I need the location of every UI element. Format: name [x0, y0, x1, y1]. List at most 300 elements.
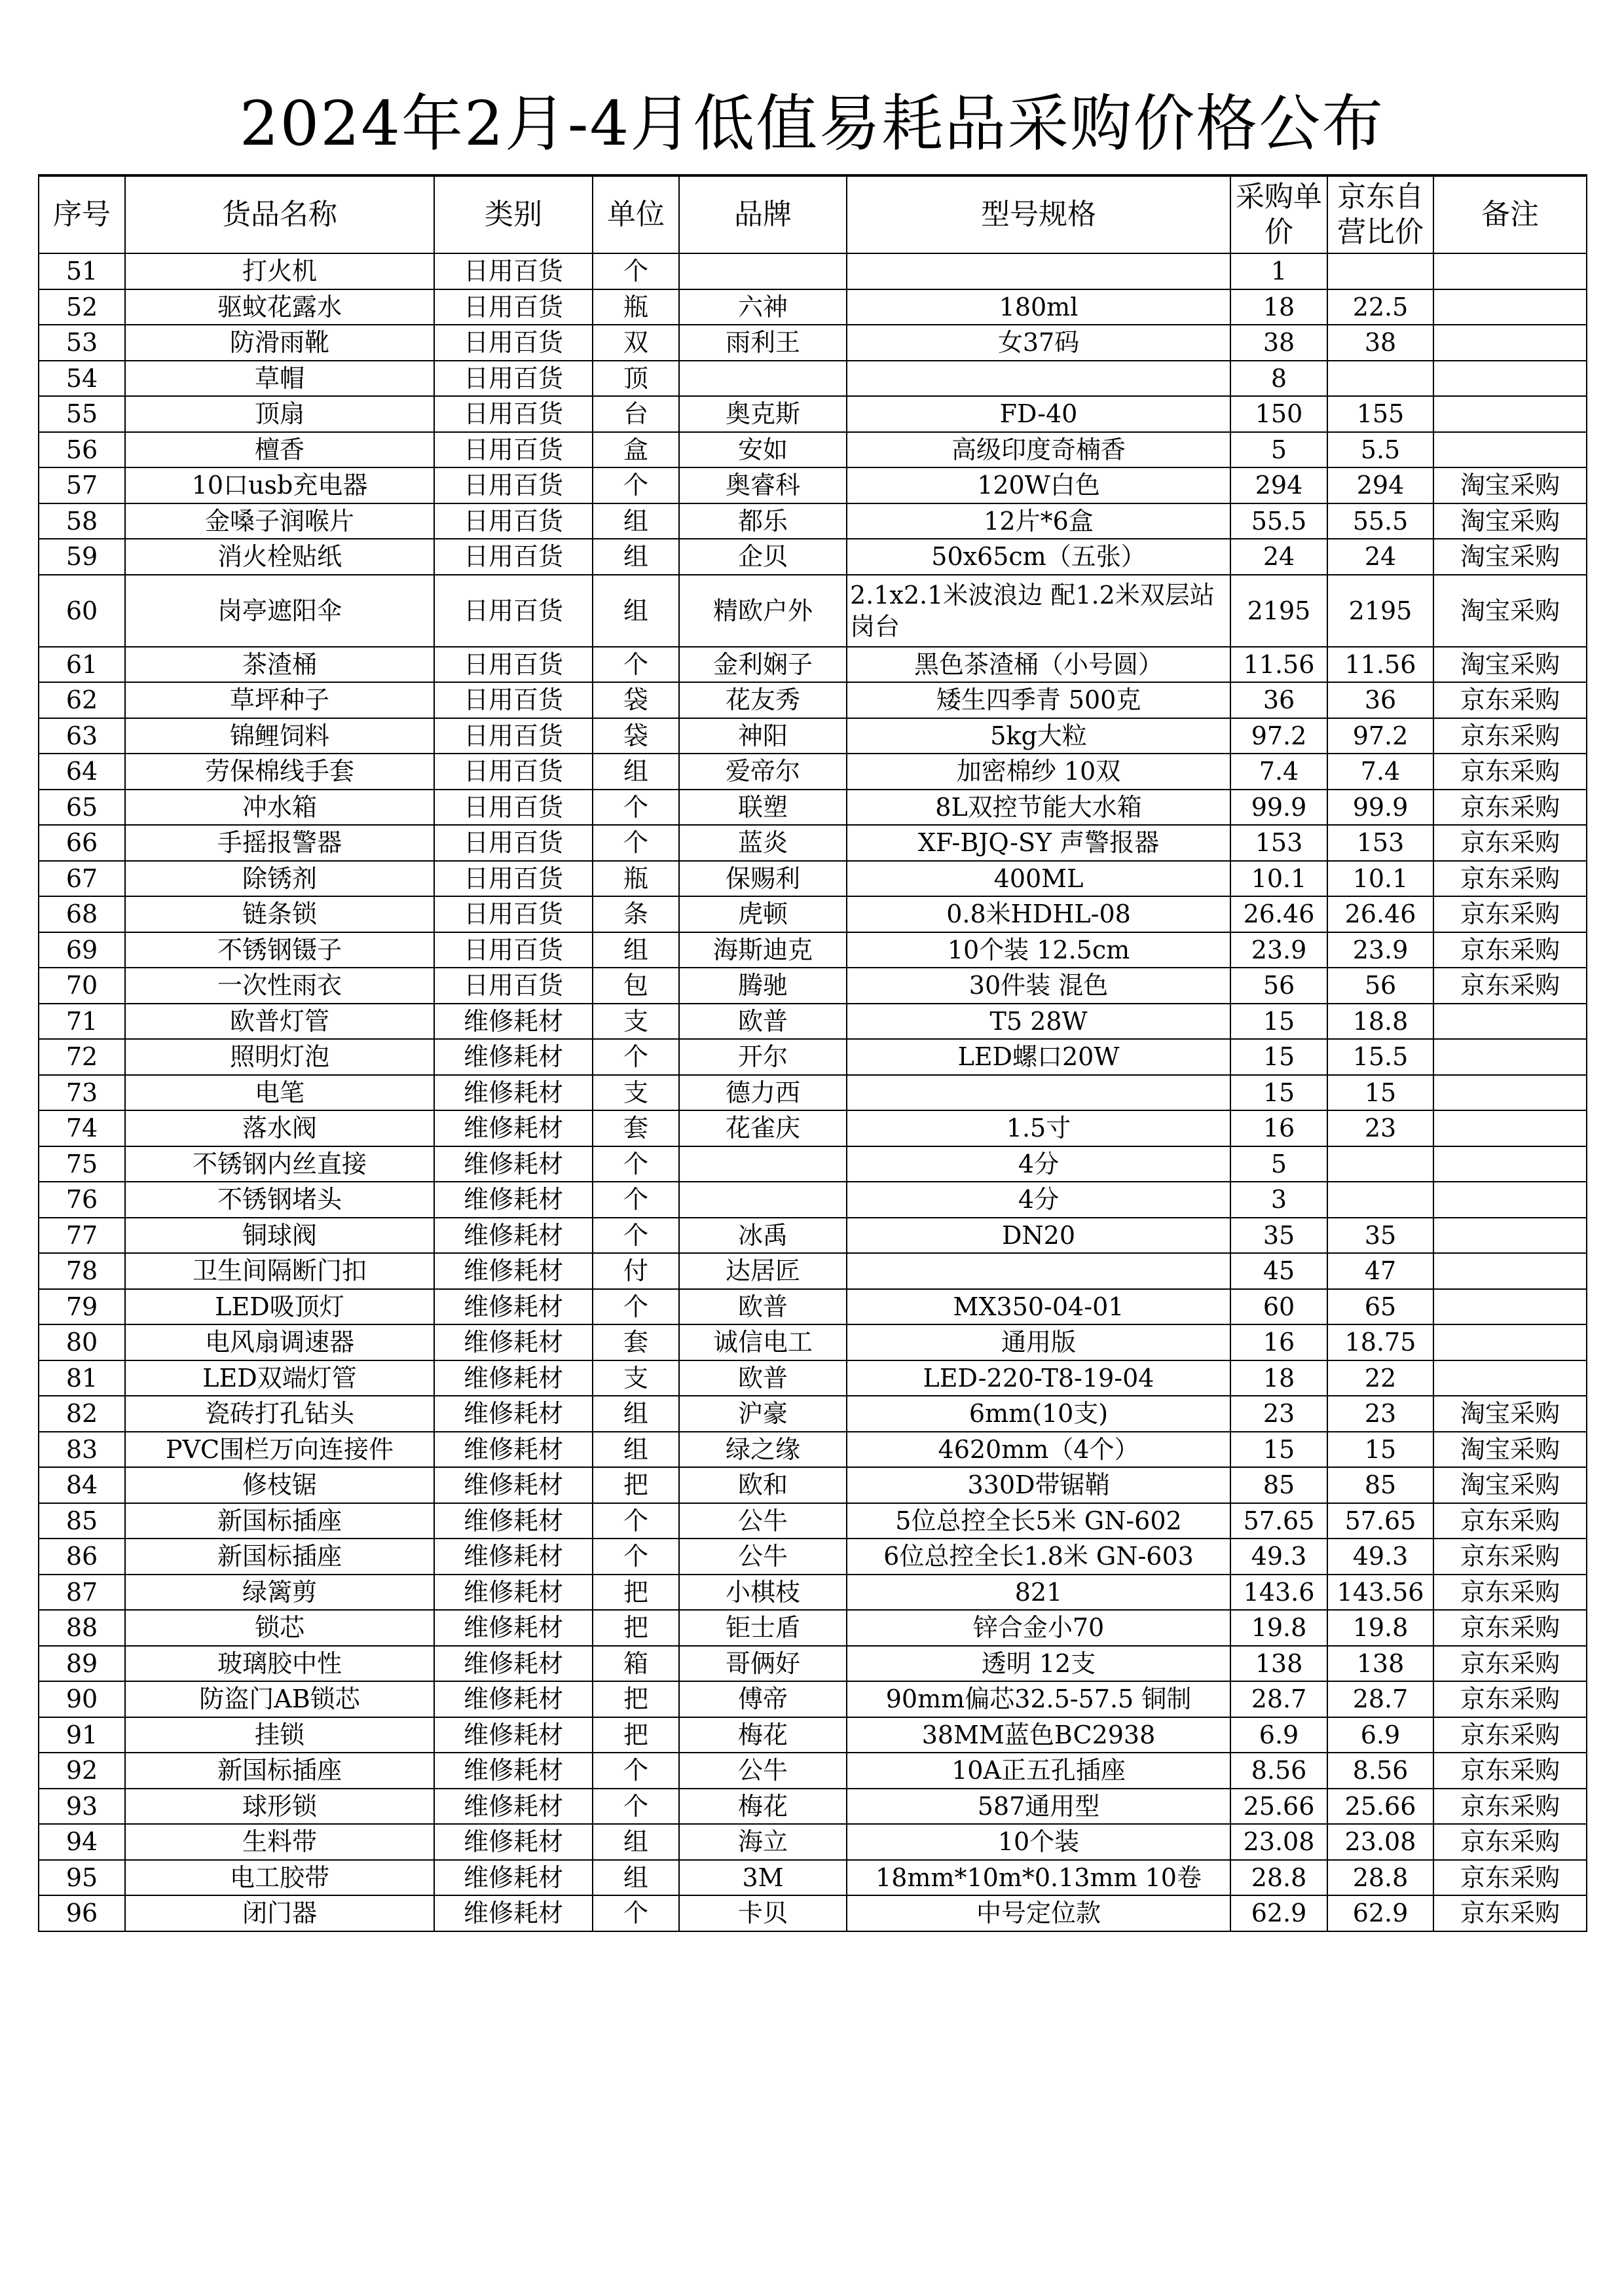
- cell-spec: 180ml: [847, 289, 1230, 325]
- table-row: [39, 1467, 1587, 1503]
- cell-brand: [679, 253, 847, 289]
- cell-item-name: 玻璃胶中性: [125, 1646, 434, 1682]
- cell-item-name: 链条锁: [125, 896, 434, 932]
- cell-brand: 奥睿科: [679, 467, 847, 503]
- cell-purchase-price: 23: [1230, 1396, 1327, 1432]
- cell-item-name: 新国标插座: [125, 1539, 434, 1575]
- cell-unit: 支: [593, 1004, 679, 1040]
- cell-spec: 矮生四季青 500克: [847, 682, 1230, 718]
- table-row: [39, 1895, 1587, 1931]
- cell-item-name: 10口usb充电器: [125, 467, 434, 503]
- cell-remark: [1433, 325, 1587, 361]
- table-row: [39, 1503, 1587, 1539]
- cell-unit: 组: [593, 1396, 679, 1432]
- document-title: 2024年2月-4月低值易耗品采购价格公布: [239, 88, 1385, 160]
- cell-index: 72: [39, 1039, 125, 1075]
- cell-unit: 个: [593, 1895, 679, 1931]
- table-row: [39, 1182, 1587, 1218]
- cell-item-name: 一次性雨衣: [125, 968, 434, 1004]
- cell-jd-price: 294: [1327, 467, 1433, 503]
- table-row: [39, 1860, 1587, 1896]
- cell-category: 维修耗材: [434, 1110, 593, 1146]
- cell-remark: [1433, 253, 1587, 289]
- cell-item-name: 手摇报警器: [125, 825, 434, 861]
- cell-item-name: 照明灯泡: [125, 1039, 434, 1075]
- cell-purchase-price: 5: [1230, 432, 1327, 468]
- cell-remark: 京东采购: [1433, 932, 1587, 968]
- cell-purchase-price: 16: [1230, 1324, 1327, 1360]
- cell-index: 54: [39, 361, 125, 397]
- cell-category: 日用百货: [434, 825, 593, 861]
- cell-index: 77: [39, 1218, 125, 1254]
- cell-unit: 个: [593, 1182, 679, 1218]
- cell-spec: [847, 1253, 1230, 1289]
- cell-item-name: 茶渣桶: [125, 647, 434, 683]
- price-table: [38, 174, 1587, 1932]
- table-row: [39, 932, 1587, 968]
- cell-jd-price: 15: [1327, 1432, 1433, 1468]
- cell-index: 63: [39, 718, 125, 754]
- cell-spec: 0.8米HDHL-08: [847, 896, 1230, 932]
- cell-brand: 诚信电工: [679, 1324, 847, 1360]
- cell-remark: 京东采购: [1433, 968, 1587, 1004]
- table-row: [39, 1004, 1587, 1040]
- table-row: [39, 896, 1587, 932]
- cell-remark: [1433, 1360, 1587, 1396]
- cell-spec: 6mm(10支): [847, 1396, 1230, 1432]
- cell-index: 55: [39, 396, 125, 432]
- cell-purchase-price: 56: [1230, 968, 1327, 1004]
- cell-remark: 京东采购: [1433, 1824, 1587, 1860]
- cell-remark: 京东采购: [1433, 1610, 1587, 1646]
- cell-purchase-price: 55.5: [1230, 503, 1327, 539]
- cell-spec: 10个装: [847, 1824, 1230, 1860]
- cell-spec: 10个装 12.5cm: [847, 932, 1230, 968]
- cell-item-name: LED吸顶灯: [125, 1289, 434, 1325]
- cell-unit: 组: [593, 1432, 679, 1468]
- cell-purchase-price: 15: [1230, 1075, 1327, 1111]
- cell-brand: 精欧户外: [679, 575, 847, 647]
- cell-category: 维修耗材: [434, 1324, 593, 1360]
- cell-unit: 组: [593, 503, 679, 539]
- cell-unit: 个: [593, 467, 679, 503]
- cell-index: 80: [39, 1324, 125, 1360]
- cell-brand: 梅花: [679, 1789, 847, 1825]
- cell-spec: 10A正五孔插座: [847, 1753, 1230, 1789]
- cell-brand: 安如: [679, 432, 847, 468]
- cell-purchase-price: 36: [1230, 682, 1327, 718]
- cell-purchase-price: 19.8: [1230, 1610, 1327, 1646]
- table-row: [39, 1824, 1587, 1860]
- cell-spec: 2.1x2.1米波浪边 配1.2米双层站岗台: [847, 575, 1230, 647]
- cell-category: 日用百货: [434, 396, 593, 432]
- cell-item-name: 修枝锯: [125, 1467, 434, 1503]
- cell-index: 59: [39, 539, 125, 575]
- cell-item-name: 不锈钢内丝直接: [125, 1146, 434, 1182]
- cell-remark: [1433, 361, 1587, 397]
- cell-unit: 台: [593, 396, 679, 432]
- cell-index: 71: [39, 1004, 125, 1040]
- cell-item-name: 金嗓子润喉片: [125, 503, 434, 539]
- cell-spec: 587通用型: [847, 1789, 1230, 1825]
- cell-jd-price: 18.8: [1327, 1004, 1433, 1040]
- cell-item-name: 锁芯: [125, 1610, 434, 1646]
- cell-remark: 京东采购: [1433, 1860, 1587, 1896]
- header-brand: 品牌: [679, 175, 847, 253]
- cell-jd-price: 99.9: [1327, 790, 1433, 826]
- cell-index: 89: [39, 1646, 125, 1682]
- cell-jd-price: 23.9: [1327, 932, 1433, 968]
- cell-jd-price: 47: [1327, 1253, 1433, 1289]
- cell-jd-price: 23.08: [1327, 1824, 1433, 1860]
- cell-index: 64: [39, 754, 125, 790]
- cell-purchase-price: 24: [1230, 539, 1327, 575]
- cell-jd-price: 22.5: [1327, 289, 1433, 325]
- cell-jd-price: 143.56: [1327, 1575, 1433, 1611]
- cell-purchase-price: 16: [1230, 1110, 1327, 1146]
- cell-item-name: 锦鲤饲料: [125, 718, 434, 754]
- cell-jd-price: 85: [1327, 1467, 1433, 1503]
- cell-category: 日用百货: [434, 968, 593, 1004]
- cell-item-name: 消火栓贴纸: [125, 539, 434, 575]
- cell-item-name: 草坪种子: [125, 682, 434, 718]
- cell-unit: 瓶: [593, 289, 679, 325]
- cell-jd-price: [1327, 1146, 1433, 1182]
- table-body: [39, 253, 1587, 1931]
- cell-purchase-price: 8: [1230, 361, 1327, 397]
- cell-jd-price: 22: [1327, 1360, 1433, 1396]
- cell-remark: [1433, 1075, 1587, 1111]
- cell-brand: 爱帝尔: [679, 754, 847, 790]
- cell-jd-price: 26.46: [1327, 896, 1433, 932]
- table-row: [39, 1646, 1587, 1682]
- cell-jd-price: 23: [1327, 1110, 1433, 1146]
- table-row: [39, 539, 1587, 575]
- cell-index: 81: [39, 1360, 125, 1396]
- cell-unit: 套: [593, 1110, 679, 1146]
- cell-index: 76: [39, 1182, 125, 1218]
- cell-brand: 海斯迪克: [679, 932, 847, 968]
- cell-item-name: 落水阀: [125, 1110, 434, 1146]
- cell-category: 维修耗材: [434, 1753, 593, 1789]
- cell-remark: 京东采购: [1433, 1646, 1587, 1682]
- table-row: [39, 1218, 1587, 1254]
- cell-index: 91: [39, 1717, 125, 1753]
- cell-category: 日用百货: [434, 539, 593, 575]
- table-row: [39, 968, 1587, 1004]
- cell-category: 维修耗材: [434, 1539, 593, 1575]
- cell-brand: 沪豪: [679, 1396, 847, 1432]
- cell-purchase-price: 138: [1230, 1646, 1327, 1682]
- cell-unit: 箱: [593, 1646, 679, 1682]
- cell-remark: 京东采购: [1433, 1895, 1587, 1931]
- cell-category: 日用百货: [434, 575, 593, 647]
- table-row: [39, 325, 1587, 361]
- cell-category: 维修耗材: [434, 1289, 593, 1325]
- cell-brand: 开尔: [679, 1039, 847, 1075]
- header-category: 类别: [434, 175, 593, 253]
- cell-remark: 淘宝采购: [1433, 539, 1587, 575]
- cell-purchase-price: 18: [1230, 289, 1327, 325]
- header-spec: 型号规格: [847, 175, 1230, 253]
- cell-item-name: 冲水箱: [125, 790, 434, 826]
- cell-purchase-price: 26.46: [1230, 896, 1327, 932]
- cell-remark: 京东采购: [1433, 1539, 1587, 1575]
- cell-index: 58: [39, 503, 125, 539]
- table-row: [39, 1539, 1587, 1575]
- cell-remark: 淘宝采购: [1433, 575, 1587, 647]
- table-row: [39, 1324, 1587, 1360]
- cell-item-name: 顶扇: [125, 396, 434, 432]
- cell-jd-price: [1327, 1182, 1433, 1218]
- header-index: 序号: [39, 175, 125, 253]
- cell-purchase-price: 10.1: [1230, 861, 1327, 897]
- table-row: [39, 1110, 1587, 1146]
- cell-item-name: 檀香: [125, 432, 434, 468]
- cell-brand: 奥克斯: [679, 396, 847, 432]
- cell-remark: 京东采购: [1433, 825, 1587, 861]
- cell-unit: 个: [593, 1753, 679, 1789]
- cell-purchase-price: 85: [1230, 1467, 1327, 1503]
- cell-brand: 神阳: [679, 718, 847, 754]
- cell-category: 维修耗材: [434, 1467, 593, 1503]
- cell-index: 56: [39, 432, 125, 468]
- cell-category: 维修耗材: [434, 1253, 593, 1289]
- cell-category: 日用百货: [434, 647, 593, 683]
- cell-jd-price: 8.56: [1327, 1753, 1433, 1789]
- cell-purchase-price: 294: [1230, 467, 1327, 503]
- cell-index: 57: [39, 467, 125, 503]
- table-row: [39, 1681, 1587, 1717]
- cell-brand: 3M: [679, 1860, 847, 1896]
- cell-brand: 金利娴子: [679, 647, 847, 683]
- cell-remark: [1433, 1289, 1587, 1325]
- cell-spec: 锌合金小70: [847, 1610, 1230, 1646]
- cell-category: 日用百货: [434, 325, 593, 361]
- cell-brand: 钜士盾: [679, 1610, 847, 1646]
- cell-unit: 把: [593, 1610, 679, 1646]
- cell-index: 82: [39, 1396, 125, 1432]
- cell-item-name: 卫生间隔断门扣: [125, 1253, 434, 1289]
- cell-unit: 条: [593, 896, 679, 932]
- table-row: [39, 825, 1587, 861]
- cell-item-name: 打火机: [125, 253, 434, 289]
- cell-item-name: 除锈剂: [125, 861, 434, 897]
- cell-spec: 5kg大粒: [847, 718, 1230, 754]
- cell-purchase-price: 60: [1230, 1289, 1327, 1325]
- table-row: [39, 467, 1587, 503]
- cell-unit: 盒: [593, 432, 679, 468]
- cell-spec: 4分: [847, 1182, 1230, 1218]
- cell-spec: 女37码: [847, 325, 1230, 361]
- cell-brand: 六神: [679, 289, 847, 325]
- table-row: [39, 1753, 1587, 1789]
- cell-spec: 38MM蓝色BC2938: [847, 1717, 1230, 1753]
- cell-category: 维修耗材: [434, 1360, 593, 1396]
- cell-jd-price: 38: [1327, 325, 1433, 361]
- cell-brand: 欧和: [679, 1467, 847, 1503]
- cell-spec: 30件装 混色: [847, 968, 1230, 1004]
- cell-index: 83: [39, 1432, 125, 1468]
- table-row: [39, 790, 1587, 826]
- table-row: [39, 718, 1587, 754]
- cell-brand: 冰禹: [679, 1218, 847, 1254]
- cell-remark: [1433, 396, 1587, 432]
- cell-unit: 个: [593, 790, 679, 826]
- cell-remark: [1433, 432, 1587, 468]
- cell-brand: 欧普: [679, 1360, 847, 1396]
- cell-item-name: 瓷砖打孔钻头: [125, 1396, 434, 1432]
- cell-category: 日用百货: [434, 754, 593, 790]
- cell-purchase-price: 5: [1230, 1146, 1327, 1182]
- cell-category: 日用百货: [434, 682, 593, 718]
- cell-jd-price: 5.5: [1327, 432, 1433, 468]
- cell-unit: 个: [593, 1039, 679, 1075]
- cell-item-name: 绿篱剪: [125, 1575, 434, 1611]
- cell-spec: 6位总控全长1.8米 GN-603: [847, 1539, 1230, 1575]
- cell-remark: [1433, 1218, 1587, 1254]
- cell-jd-price: 49.3: [1327, 1539, 1433, 1575]
- table-row: [39, 1360, 1587, 1396]
- cell-item-name: 新国标插座: [125, 1503, 434, 1539]
- cell-unit: 个: [593, 1218, 679, 1254]
- cell-index: 92: [39, 1753, 125, 1789]
- cell-jd-price: 56: [1327, 968, 1433, 1004]
- cell-category: 维修耗材: [434, 1681, 593, 1717]
- cell-jd-price: 65: [1327, 1289, 1433, 1325]
- header-item-name: 货品名称: [125, 175, 434, 253]
- table-row: [39, 1432, 1587, 1468]
- cell-unit: 组: [593, 754, 679, 790]
- cell-spec: 4620mm（4个）: [847, 1432, 1230, 1468]
- cell-brand: 虎顿: [679, 896, 847, 932]
- cell-index: 78: [39, 1253, 125, 1289]
- cell-purchase-price: 150: [1230, 396, 1327, 432]
- cell-remark: 京东采购: [1433, 718, 1587, 754]
- cell-index: 79: [39, 1289, 125, 1325]
- cell-spec: 通用版: [847, 1324, 1230, 1360]
- cell-spec: [847, 1075, 1230, 1111]
- cell-unit: 把: [593, 1717, 679, 1753]
- cell-brand: 公牛: [679, 1753, 847, 1789]
- cell-unit: 个: [593, 1146, 679, 1182]
- cell-jd-price: 36: [1327, 682, 1433, 718]
- cell-item-name: 欧普灯管: [125, 1004, 434, 1040]
- cell-item-name: 生料带: [125, 1824, 434, 1860]
- cell-spec: LED螺口20W: [847, 1039, 1230, 1075]
- cell-brand: 达居匠: [679, 1253, 847, 1289]
- cell-purchase-price: 25.66: [1230, 1789, 1327, 1825]
- cell-unit: 个: [593, 1503, 679, 1539]
- table-row: [39, 1253, 1587, 1289]
- cell-category: 日用百货: [434, 289, 593, 325]
- table-row: [39, 682, 1587, 718]
- cell-index: 75: [39, 1146, 125, 1182]
- cell-brand: 欧普: [679, 1004, 847, 1040]
- cell-unit: 支: [593, 1075, 679, 1111]
- cell-jd-price: 138: [1327, 1646, 1433, 1682]
- table-row: [39, 1396, 1587, 1432]
- cell-item-name: 岗亭遮阳伞: [125, 575, 434, 647]
- cell-remark: 京东采购: [1433, 896, 1587, 932]
- cell-purchase-price: 49.3: [1230, 1539, 1327, 1575]
- cell-remark: [1433, 1324, 1587, 1360]
- cell-brand: 绿之缘: [679, 1432, 847, 1468]
- cell-purchase-price: 18: [1230, 1360, 1327, 1396]
- cell-unit: 个: [593, 1539, 679, 1575]
- cell-item-name: 电工胶带: [125, 1860, 434, 1896]
- cell-spec: 821: [847, 1575, 1230, 1611]
- cell-jd-price: 25.66: [1327, 1789, 1433, 1825]
- cell-category: 维修耗材: [434, 1895, 593, 1931]
- cell-index: 90: [39, 1681, 125, 1717]
- cell-jd-price: 18.75: [1327, 1324, 1433, 1360]
- cell-brand: 蓝炎: [679, 825, 847, 861]
- cell-purchase-price: 2195: [1230, 575, 1327, 647]
- cell-brand: 哥俩好: [679, 1646, 847, 1682]
- cell-unit: 袋: [593, 682, 679, 718]
- cell-category: 维修耗材: [434, 1004, 593, 1040]
- cell-purchase-price: 1: [1230, 253, 1327, 289]
- cell-remark: 淘宝采购: [1433, 503, 1587, 539]
- cell-purchase-price: 3: [1230, 1182, 1327, 1218]
- cell-unit: 个: [593, 825, 679, 861]
- cell-unit: 组: [593, 575, 679, 647]
- cell-spec: 120W白色: [847, 467, 1230, 503]
- cell-jd-price: 23: [1327, 1396, 1433, 1432]
- cell-brand: 公牛: [679, 1503, 847, 1539]
- cell-brand: [679, 1146, 847, 1182]
- cell-spec: 中号定位款: [847, 1895, 1230, 1931]
- cell-index: 95: [39, 1860, 125, 1896]
- cell-unit: 双: [593, 325, 679, 361]
- table-row: [39, 432, 1587, 468]
- cell-category: 维修耗材: [434, 1182, 593, 1218]
- cell-remark: [1433, 1110, 1587, 1146]
- cell-spec: FD-40: [847, 396, 1230, 432]
- cell-category: 日用百货: [434, 361, 593, 397]
- cell-unit: 袋: [593, 718, 679, 754]
- cell-spec: MX350-04-01: [847, 1289, 1230, 1325]
- cell-spec: 50x65cm（五张）: [847, 539, 1230, 575]
- table-row: [39, 1039, 1587, 1075]
- header-jd-price: 京东自营比价: [1327, 175, 1433, 253]
- cell-remark: [1433, 1182, 1587, 1218]
- cell-remark: [1433, 1039, 1587, 1075]
- cell-item-name: 不锈钢堵头: [125, 1182, 434, 1218]
- cell-jd-price: 11.56: [1327, 647, 1433, 683]
- cell-item-name: 球形锁: [125, 1789, 434, 1825]
- cell-remark: 京东采购: [1433, 682, 1587, 718]
- table-row: [39, 396, 1587, 432]
- cell-purchase-price: 23.08: [1230, 1824, 1327, 1860]
- cell-jd-price: 97.2: [1327, 718, 1433, 754]
- cell-index: 88: [39, 1610, 125, 1646]
- cell-index: 53: [39, 325, 125, 361]
- cell-spec: 8L双控节能大水箱: [847, 790, 1230, 826]
- cell-purchase-price: 15: [1230, 1004, 1327, 1040]
- cell-category: 维修耗材: [434, 1575, 593, 1611]
- cell-item-name: 防滑雨靴: [125, 325, 434, 361]
- table-row: [39, 1146, 1587, 1182]
- cell-spec: [847, 361, 1230, 397]
- cell-jd-price: 153: [1327, 825, 1433, 861]
- cell-purchase-price: 15: [1230, 1039, 1327, 1075]
- cell-unit: 顶: [593, 361, 679, 397]
- cell-purchase-price: 62.9: [1230, 1895, 1327, 1931]
- cell-category: 日用百货: [434, 932, 593, 968]
- cell-remark: 淘宝采购: [1433, 1467, 1587, 1503]
